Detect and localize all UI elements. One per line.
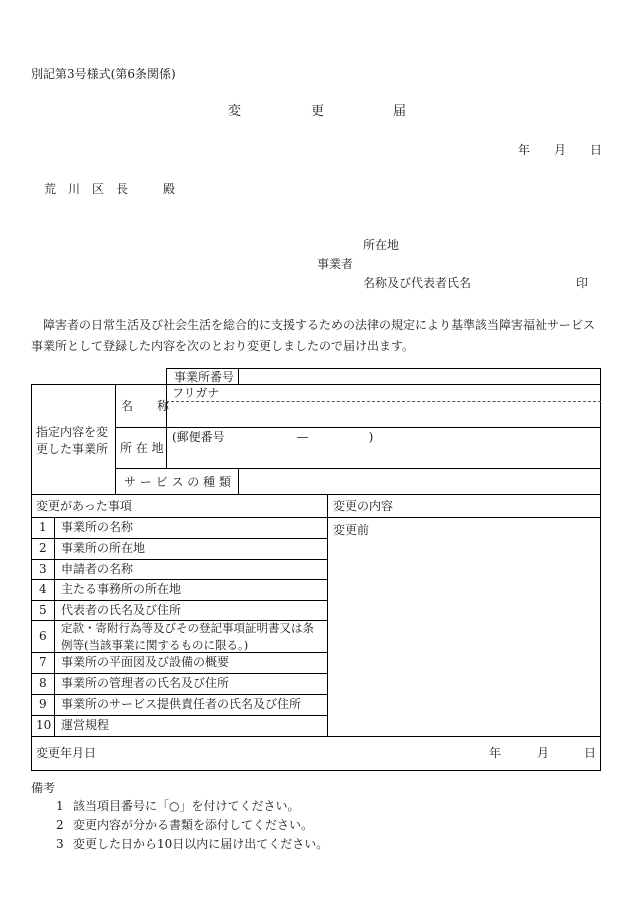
change-date-year: 年 [489, 746, 502, 760]
item-label: 事業所の管理者の氏名及び住所 [61, 676, 230, 690]
service-type-input[interactable] [238, 469, 601, 495]
facility-name-input[interactable] [166, 402, 601, 427]
change-date-input[interactable] [130, 737, 480, 770]
title-char-3: 届 [393, 104, 407, 119]
changes-items-header: 変更があった事項 [36, 499, 132, 513]
addressee-name: 荒 川 区 長 [44, 182, 129, 196]
item-label: 定款・寄附行為等及びその登記事項証明書又は条例等(当該事業に関するものに限る。) [61, 621, 314, 652]
item-number[interactable]: 6 [39, 629, 47, 643]
date-day: 日 [590, 143, 603, 157]
facility-name-label: 名 称 [121, 399, 170, 413]
facility-number-label: 事業所番号 [174, 370, 235, 384]
item-label: 事業所の名称 [61, 520, 134, 534]
note-number: 1 [56, 799, 64, 813]
item-number[interactable]: 10 [36, 718, 52, 732]
title-char-1: 変 [228, 104, 242, 119]
address-label: 所在地 [363, 238, 400, 252]
item-number[interactable]: 9 [39, 697, 47, 711]
change-date-month: 月 [537, 746, 550, 760]
form-id: 別記第3号様式(第6条関係) [31, 67, 176, 81]
changes-content-header: 変更の内容 [333, 499, 394, 513]
item-number[interactable]: 8 [39, 676, 47, 690]
postal-code-field[interactable]: (郵便番号 — ) [172, 430, 374, 444]
item-label: 代表者の氏名及び住所 [61, 603, 182, 617]
facility-group-label: 指定内容を変更した事業所 [36, 425, 109, 456]
facility-location-label: 所 在 地 [120, 441, 164, 455]
before-change-label: 変更前 [333, 523, 370, 537]
service-type-label: サ ー ビ ス の 種 類 [124, 475, 231, 489]
note-text: 変更内容が分かる書類を添付してください。 [73, 818, 314, 832]
note-number: 2 [56, 818, 64, 832]
item-number[interactable]: 7 [39, 655, 47, 669]
date-month: 月 [554, 143, 567, 157]
item-number[interactable]: 1 [39, 520, 47, 534]
representative-label: 名称及び代表者氏名 [363, 276, 472, 290]
item-label: 事業所の所在地 [61, 541, 146, 555]
item-number[interactable]: 4 [39, 582, 47, 596]
item-label: 主たる事務所の所在地 [61, 582, 182, 596]
item-label: 事業所のサービス提供責任者の氏名及び住所 [61, 697, 302, 711]
note-text: 変更した日から10日以内に届け出てください。 [73, 837, 329, 851]
item-number[interactable]: 3 [39, 562, 47, 576]
notes-title: 備考 [31, 781, 56, 795]
item-label: 申請者の名称 [61, 562, 134, 576]
note-number: 3 [56, 837, 64, 851]
item-label: 運営規程 [61, 718, 110, 732]
change-date-day: 日 [584, 746, 597, 760]
change-content-input[interactable] [328, 540, 600, 735]
title-char-2: 更 [311, 104, 325, 119]
change-date-label: 変更年月日 [36, 746, 97, 760]
note-text: 該当項目番号に「○」を付けてください。 [73, 799, 300, 813]
furigana-label: フリガナ [172, 386, 220, 400]
item-number[interactable]: 5 [39, 603, 47, 617]
date-year: 年 [518, 143, 531, 157]
addressee-honorific: 殿 [163, 182, 176, 196]
declaration-text: 障害者の日常生活及び社会生活を総合的に支援するための法律の規定により基準該当障害福祉サービス事業所として登録した内容を次のとおり変更しましたので届け出ます。 [31, 318, 596, 353]
item-label: 事業所の平面図及び設備の概要 [61, 655, 230, 669]
seal-mark: 印 [576, 276, 589, 290]
facility-number-input[interactable] [238, 368, 601, 385]
item-number[interactable]: 2 [39, 541, 47, 555]
business-label: 事業者 [317, 257, 354, 271]
